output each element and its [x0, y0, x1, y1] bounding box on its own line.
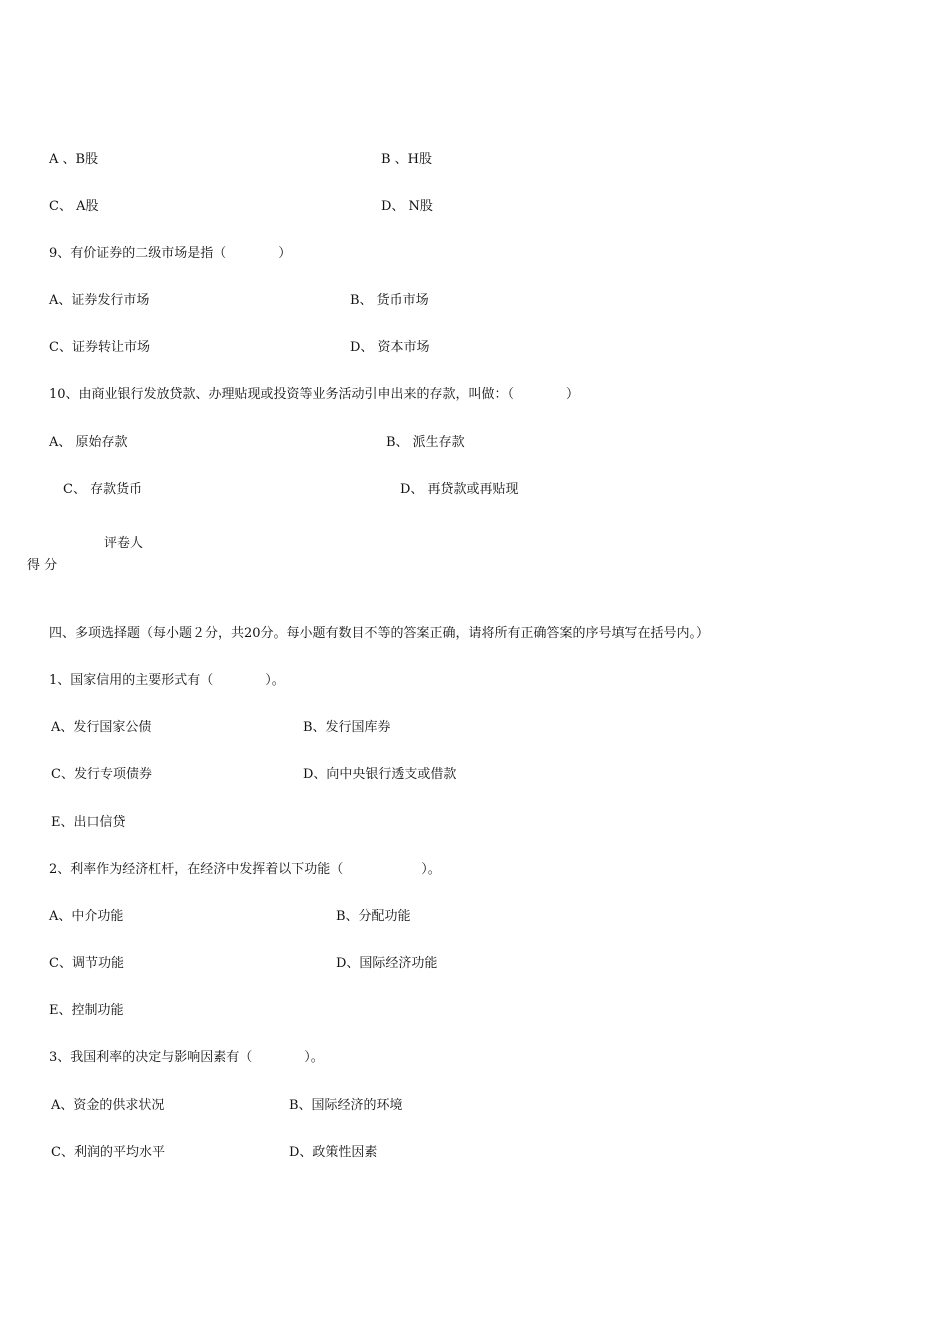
- s4-q2-option-c: C、调节功能: [49, 956, 124, 971]
- q9-question: 9、有价证券的二级市场是指（ ）: [49, 246, 292, 261]
- s4-q3-option-c: C、利润的平均水平: [51, 1145, 165, 1160]
- section4-heading: 四、多项选择题（每小题２分，共20分。每小题有数目不等的答案正确，请将所有正确答案的序号填写在括号内。）: [49, 626, 710, 641]
- q10-question: 10、由商业银行发放贷款、办理贴现或投资等业务活动引申出来的存款，叫做：（ ）: [49, 387, 580, 402]
- s4-q3-question: 3、我国利率的决定与影响因素有（ ）。: [49, 1050, 324, 1065]
- s4-q2-option-d: D、国际经济功能: [336, 956, 438, 971]
- s4-q1-question: 1、国家信用的主要形式有（ ）。: [49, 673, 285, 688]
- q10-option-a: A、 原始存款: [49, 435, 128, 450]
- s4-q1-option-a: A、发行国家公债: [51, 720, 152, 735]
- s4-q3-option-b: B、国际经济的环境: [289, 1098, 403, 1113]
- s4-q2-option-a: A、中介功能: [49, 909, 124, 924]
- q9-option-c: C、证券转让市场: [49, 340, 150, 355]
- s4-q2-question: 2、利率作为经济杠杆，在经济中发挥着以下功能（ ）。: [49, 862, 441, 877]
- q9-option-d: D、 资本市场: [350, 340, 430, 355]
- q9-option-b: B、 货币市场: [350, 293, 429, 308]
- reviewer-label: 评卷人: [104, 536, 144, 551]
- q8-option-a: A 、B股: [49, 152, 99, 167]
- s4-q1-option-e: E、出口信贷: [51, 815, 126, 830]
- q9-option-a: A、证券发行市场: [49, 293, 150, 308]
- q8-option-c: C、 A股: [49, 199, 99, 214]
- q8-option-b: B 、H股: [381, 152, 433, 167]
- s4-q1-option-c: C、发行专项债券: [51, 767, 152, 782]
- score-label: 得 分: [27, 558, 58, 573]
- q10-option-c: C、 存款货币: [63, 482, 143, 497]
- s4-q3-option-d: D、政策性因素: [289, 1145, 378, 1160]
- s4-q2-option-e: E、控制功能: [49, 1003, 124, 1018]
- q8-option-d: D、 N股: [381, 199, 433, 214]
- s4-q3-option-a: A、资金的供求状况: [51, 1098, 165, 1113]
- s4-q1-option-d: D、向中央银行透支或借款: [303, 767, 457, 782]
- q10-option-b: B、 派生存款: [386, 435, 465, 450]
- q10-option-d: D、 再贷款或再贴现: [400, 482, 519, 497]
- s4-q2-option-b: B、分配功能: [336, 909, 411, 924]
- s4-q1-option-b: B、发行国库券: [303, 720, 391, 735]
